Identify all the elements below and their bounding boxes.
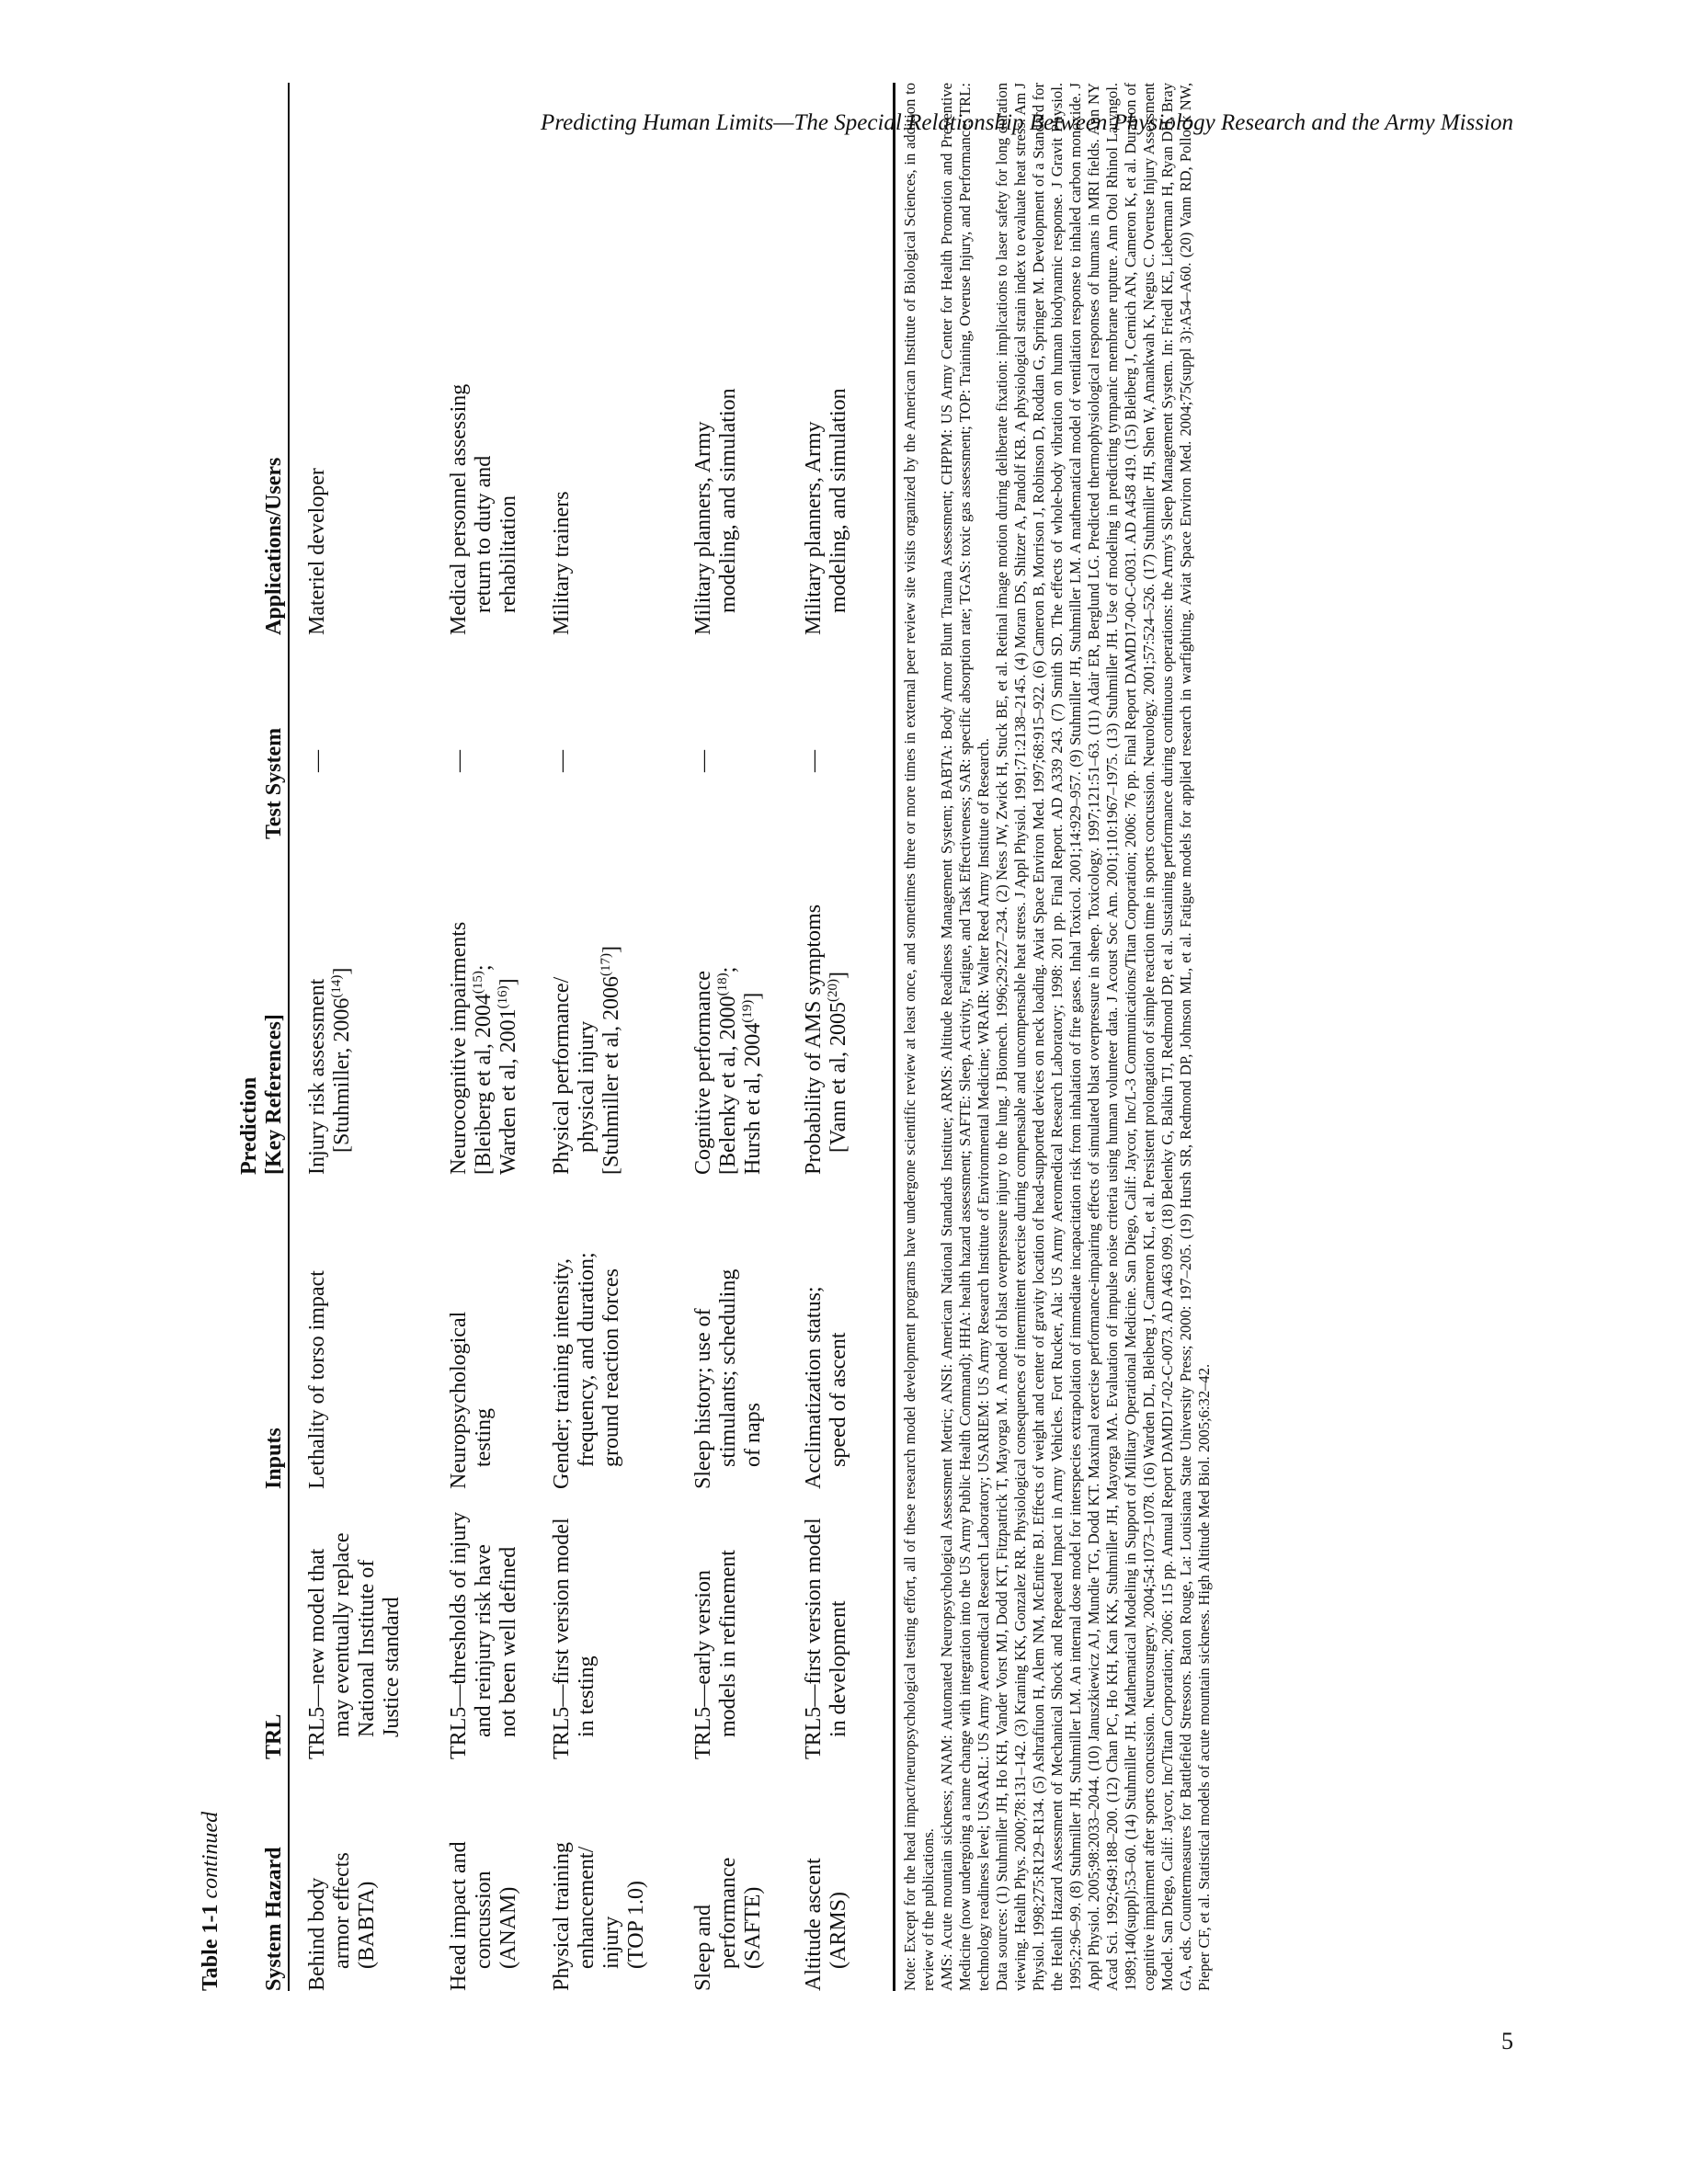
data-sources-text: Data sources: (1) Stuhmiller JH, Ho KH, Vander Vorst MJ, Dodd KT, Fitzpatrick T, Mayorga M. A model of blast overpressure injury to the lung. J Biomech. 1996;29:227–234. (2) Ness JW, Zwick H, Stuck BE, et al. Retinal image motion during deliberate fixation: implications to laser safety for long duration viewing. Health Phys. 2000;78:131–142. (3) Kraning KK, Gonzalez RR. Physiological consequences of intermittent exercise during compensable and uncompensable heat stress. J Appl Physiol. 1991;71:2138–2145. (4) Moran DS, Shitzer A, Pandolf KB. A physiological strain index to evaluate heat stress. Am J Physiol. 1998;275:R129–R134. (5) Ashrafiuon H, Alem NM, McEntire BJ. Effects of weight and center of gravity location of head-supported devices on neck loading. Aviat Space Environ Med. 1997;68:915–922. (6) Cameron B, Morrison J, Robinson D, Roddan G, Springer M. Development of a Standard for the Health Hazard Assessment of Mechanical Shock and Repeated Impact in Army Vehicles. Fort Rucker, Ala: US Army Aeromedical Research Laboratory; 1998: 201 pp. Final Report. AD A339 243. (7) Smith SD. The effects of whole-body vibration on human biodynamic response. J Gravit Physiol. 1995;2:96–99. (8) Stuhmiller JH, Stuhmiller LM. An internal dose model for interspecies extrapolation of immediate incapacitation risk from inhalation of fire gases. Inhal Toxicol. 2001;14:929–957. (9) Stuhmiller JH, Stuhmiller LM. A mathematical model of ventilation response to inhaled carbon monoxide. J Appl Physiol. 2005;98:2033–2044. (10) Januszkiewicz AJ, Mundie TG, Dodd KT. Maximal exercise performance-impairing effects of simulated blast overpressure in sheep. Toxicology. 1997;121:51–63. (11) Adair ER, Berglund LG. Predicted thermophysiological responses of humans in MRI fields. Ann NY Acad Sci. 1992;649:188–200. (12) Chan PC, Ho KH, Kan KK, Stuhmiller JH, Mayorga MA. Evaluation of impulse noise criteria using human volunteer data. J Acoust Soc Am. 2001;110:1967–1975. (13) Stuhmiller JH. Use of modeling in predicting tympanic membrane rupture. Ann Otol Rhinol Laryngol. 1989;140(suppl):53–60. (14) Stuhmiller JH. Mathematical Modeling in Support of Military Operational Medicine. San Diego, Calif: Jaycor, Inc/L-3 Communications/Titan Corporation; 2006: 76 pp. Final Report DAMD17-00-C-0031. AD A458 419. (15) Bleiberg J, Cernich AN, Cameron K, et al. Duration of cognitive impairment after sports concussion. Neurosurgery. 2004;54:1073–1078. (16) Warden DL, Bleiberg J, Cameron KL, et al. Persistent prolongation of simple reaction time in sports concussion. Neurology. 2001;57:524–526. (17) Stuhmiller JH, Shen W, Amankwah K, Negus C. Overuse Injury Assessment Model. San Diego, Calif: Jaycor, Inc/Titan Corporation; 2006: 115 pp. Annual Report DAMD17-02-C-0073. AD A463 099. (18) Belenky G, Balkin TJ, Redmond DP, et al. Sustaining performance during continuous operations: the Army's Sleep Management System. In: Friedl KE, Lieberman H, Ryan DH, Bray GA, eds. Countermeasures for Battlefield Stressors. Baton Rouge, La: Louisiana State University Press; 2000: 197–205. (19) Hursh SR, Redmond DP, Johnson ML, et al. Fatigue models for applied research in warfighting. Aviat Space Environ Med. 2004;75(suppl 3):A54–A60. (20) Vann RD, Pollock NW, Pieper CF, et al. Statistical models of acute mountain sickness. High Altitude Med Biol. 2005;6:32–42. <box>993 83 1213 1991</box>
row5-applications: Military planners, Army modeling, and simulation <box>802 388 850 635</box>
rotated-table-content <box>199 83 1523 1991</box>
row4-hazard: Sleep and performance (SAFTE) <box>691 1857 765 1991</box>
row3-hazard: Physical training enhancement/ injury (TOP 1.0) <box>550 1842 648 1991</box>
row1-test-system: — <box>305 750 329 772</box>
note-text: Note: Except for the head impact/neuropsychological testing effort, all of these research model development programs have undergone scientific review at least once, and sometimes three or more times in external peer review site visits organized by the American Institute of Biological Sciences, in addition to review of the publications. <box>901 83 937 1991</box>
table-caption <box>199 1812 223 1991</box>
header-prediction: Prediction [Key References] <box>237 1014 286 1175</box>
row4-inputs: Sleep history; use of stimulants; scheduling of naps <box>691 1268 765 1489</box>
table-caption-suffix: continued <box>199 1811 222 1899</box>
header-inputs: Inputs <box>262 1428 286 1489</box>
row4-applications: Military planners, Army modeling, and simulation <box>691 388 740 635</box>
row1-applications: Materiel developer <box>305 468 329 635</box>
table-bottom-rule <box>893 83 895 1991</box>
header-rule <box>288 83 290 1991</box>
row3-trl: TRL5—first version model in testing <box>550 1518 599 1759</box>
row5-inputs: Acclimatization status; speed of ascent <box>802 1286 850 1489</box>
header-test-system: Test System <box>262 727 286 839</box>
header-applications: Applications/Users <box>262 457 286 635</box>
row2-trl: TRL5—thresholds of injury and reinjury risk have not been well defined <box>447 1511 520 1759</box>
row2-applications: Medical personnel assessing return to duty and rehabilitation <box>447 383 520 635</box>
row3-applications: Military trainers <box>550 491 574 635</box>
row2-inputs: Neuropsychological testing <box>447 1311 496 1489</box>
row5-hazard: Altitude ascent (ARMS) <box>802 1858 850 1991</box>
row2-test-system: — <box>447 750 471 772</box>
row2-hazard: Head impact and concussion (ANAM) <box>447 1841 520 1991</box>
abbreviations-text: AMS: Acute mountain sickness; ANAM: Automated Neuropsychological Assessment Metric; ANSI: American National Standards Institute; ARMS: Altitude Readiness Management System; BABTA: Body Armor Blunt Trauma Assessment; CHPPM: US Army Center for Health Promotion and Preventive Medicine (now undergoing a name change with integration into the US Army Public Health Command); HHA: health hazard assessment; SAFTE: Sleep, Activity, Fatigue, and Task Effectiveness; SAR: specific absorption rate; TGAS: toxic gas assessment; TOP: Training, Overuse Injury, and Performance; TRL: technology readiness level; USAARL: US Army Aeromedical Research Laboratory; USARIEM: US Army Research Institute of Environmental Medicine; WRAIR: Walter Reed Army Institute of Research. <box>938 83 992 1991</box>
row4-trl: TRL5—early version models in refinement <box>691 1550 740 1759</box>
row5-prediction: Probability of AMS symptoms [Vann et al, 2005$^{(20)}$] <box>802 904 850 1175</box>
row1-prediction: Injury risk assessment [Stuhmiller, 2006$^{(14)}$] <box>305 967 354 1175</box>
row1-hazard: Behind body armor effects (BABTA) <box>305 1852 379 1991</box>
running-head: Predicting Human Limits—The Special Relationship Between Physiology Research and the Army Mission <box>541 110 1513 135</box>
header-trl: TRL <box>262 1713 286 1759</box>
row1-trl: TRL5—new model that may eventually replace National Institute of Justice standard <box>305 1532 404 1759</box>
header-system-hazard: System Hazard <box>262 1847 286 1991</box>
row5-trl: TRL5—first version model in development <box>802 1518 850 1759</box>
row5-test-system: — <box>802 750 826 772</box>
page-number: 5 <box>1501 2028 1513 2054</box>
row1-inputs: Lethality of torso impact <box>305 1270 329 1489</box>
table-caption-label: Table 1-1 <box>199 1904 222 1991</box>
row4-test-system: — <box>691 750 715 772</box>
row3-test-system: — <box>550 750 574 772</box>
row3-prediction: Physical performance/ physical injury [Stuhmiller et al, 2006$^{(17)}$] <box>550 946 623 1175</box>
row3-inputs: Gender; training intensity, frequency, and duration; ground reaction forces <box>550 1252 623 1489</box>
row4-prediction: Cognitive performance [Belenky et al, 2000$^{(18)}$; Hursh et al, 2004$^{(19)}$] <box>691 966 765 1175</box>
row2-prediction: Neurocognitive impairments [Bleiberg et al, 2004$^{(15)}$; Warden et al, 2001$^{(16)}$] <box>447 921 520 1175</box>
table-notes <box>901 83 1214 1991</box>
